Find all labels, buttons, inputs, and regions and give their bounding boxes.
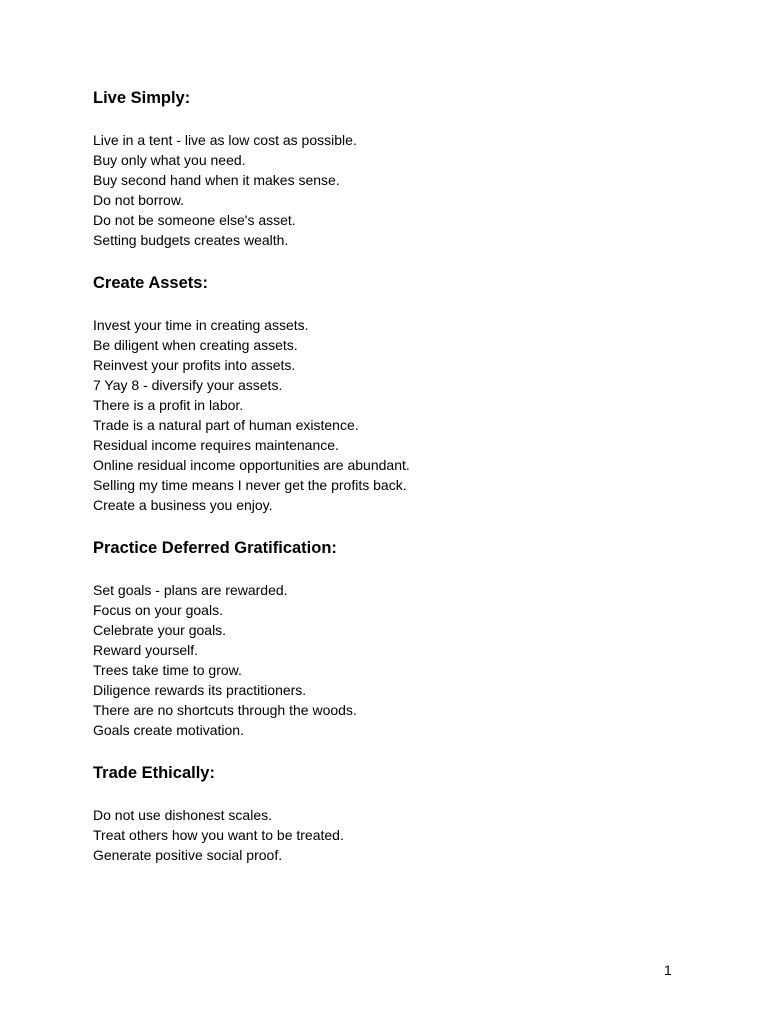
text-line: Selling my time means I never get the profits back. xyxy=(93,477,407,493)
text-line: Reward yourself. xyxy=(93,642,199,658)
section-heading: Practice Deferred Gratification: xyxy=(93,539,337,557)
section-practice-deferred-gratification xyxy=(93,536,713,740)
section-lines xyxy=(93,580,713,740)
section-heading: Create Assets: xyxy=(93,274,208,292)
text-line: Do not use dishonest scales. xyxy=(93,807,272,823)
text-line: Be diligent when creating assets. xyxy=(93,337,298,353)
section-heading: Trade Ethically: xyxy=(93,764,215,782)
text-line: Diligence rewards its practitioners. xyxy=(93,682,307,698)
text-line: Reinvest your profits into assets. xyxy=(93,357,296,373)
text-line: Setting budgets creates wealth. xyxy=(93,232,289,248)
text-line: Create a business you enjoy. xyxy=(93,497,273,513)
text-line: Set goals - plans are rewarded. xyxy=(93,582,288,598)
section-live-simply xyxy=(93,86,713,250)
text-line: Trade is a natural part of human existence. xyxy=(93,417,359,433)
text-line: There are no shortcuts through the woods. xyxy=(93,702,357,718)
text-line: Invest your time in creating assets. xyxy=(93,317,309,333)
text-line: Live in a tent - live as low cost as possible. xyxy=(93,132,357,148)
text-line: Do not borrow. xyxy=(93,192,185,208)
text-line: Generate positive social proof. xyxy=(93,847,283,863)
section-trade-ethically xyxy=(93,761,713,865)
section-lines xyxy=(93,130,713,250)
text-line: 7 Yay 8 - diversify your assets. xyxy=(93,377,283,393)
text-line: Buy second hand when it makes sense. xyxy=(93,172,340,188)
section-lines xyxy=(93,805,713,865)
text-line: Do not be someone else's asset. xyxy=(93,212,296,228)
section-create-assets xyxy=(93,271,713,515)
page-number: 1 xyxy=(664,962,672,978)
text-line: Celebrate your goals. xyxy=(93,622,227,638)
text-line: Trees take time to grow. xyxy=(93,662,242,678)
text-line: Residual income requires maintenance. xyxy=(93,437,339,453)
text-line: Treat others how you want to be treated. xyxy=(93,827,344,843)
text-line: There is a profit in labor. xyxy=(93,397,244,413)
section-lines xyxy=(93,315,713,515)
text-line: Goals create motivation. xyxy=(93,722,244,738)
document-body xyxy=(93,86,713,865)
text-line: Buy only what you need. xyxy=(93,152,246,168)
section-heading: Live Simply: xyxy=(93,89,191,107)
text-line: Online residual income opportunities are abundant. xyxy=(93,457,410,473)
text-line: Focus on your goals. xyxy=(93,602,223,618)
